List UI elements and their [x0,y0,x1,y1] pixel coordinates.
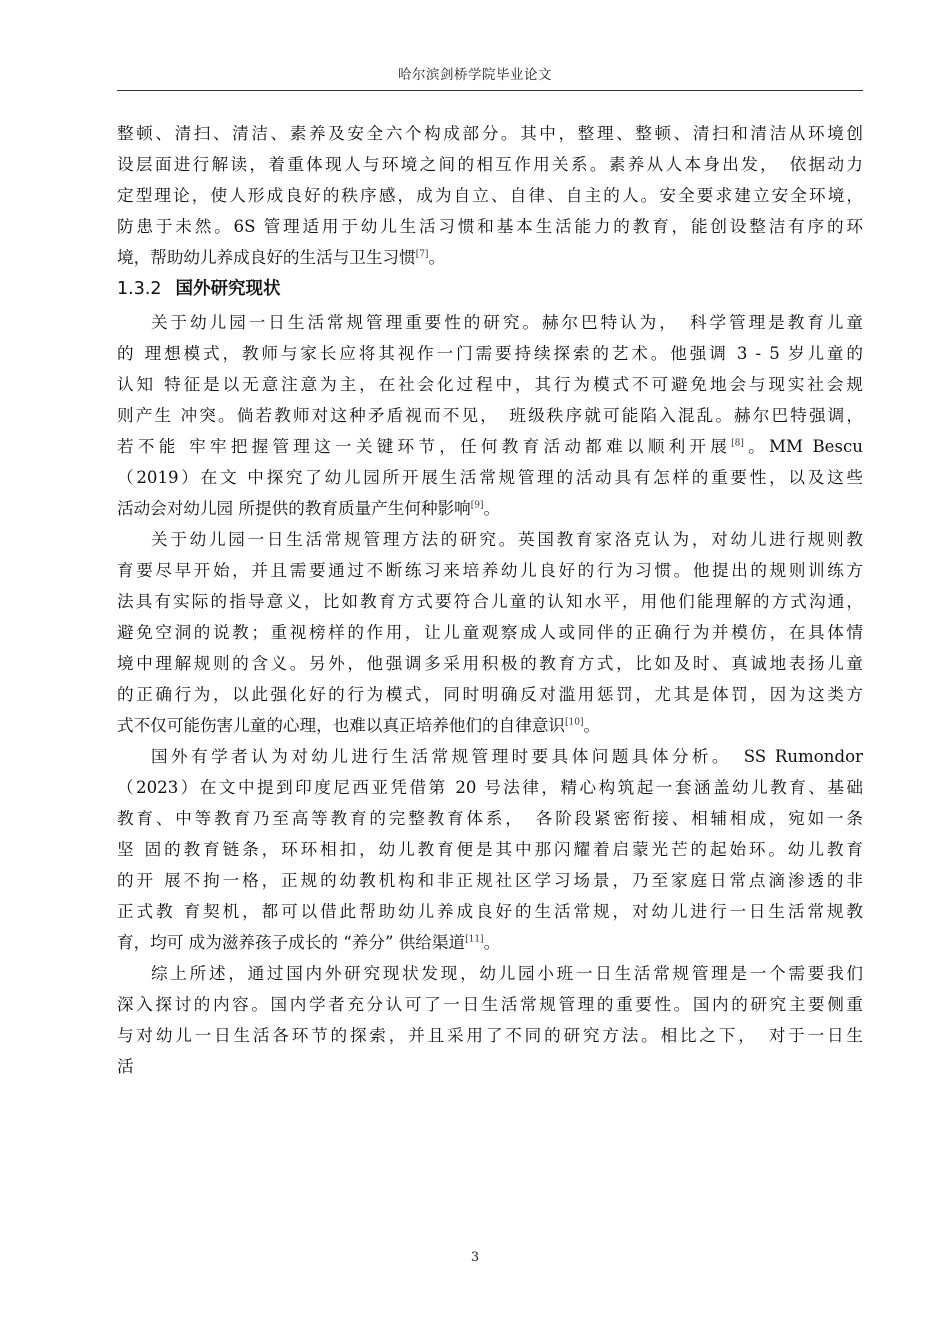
text-line: 关于幼儿园一日生活常规管理重要性的研究。赫尔巴特认为， 科学管理是教育儿童 [151,313,863,332]
text-line: 教育、中等教育乃至高等教育的完整教育体系， 各阶段紧密衔接、相辅相成，宛如一条 [117,809,863,828]
text-segment: 。 [428,248,446,267]
text-line: 关于幼儿园一日生活常规管理方法的研究。英国教育家洛克认为，对幼儿进行规则教 [151,530,863,549]
text-segment: 式不仅可能伤害儿童的心理，也难以真正培养他们的自律意识 [117,716,566,735]
text-line: 境中理解规则的含义。另外，他强调多采用积极的教育方式，比如及时、真诚地表扬儿童 [117,654,863,673]
citation-ref: [11] [465,934,484,945]
citation-ref: [7] [415,249,429,260]
text-line: 整顿、清扫、清洁、素养及安全六个构成部分。其中，整理、整顿、清扫和清洁从环境创 [117,124,863,143]
text-segment: 若不能 牢牢把握管理这一关键环节，任何教育活动都难以顺利开展 [117,437,732,456]
text-line: 综上所述，通过国内外研究现状发现，幼儿园小班一日生活常规管理是一个需要我们 [151,964,863,983]
text-line: 与对幼儿一日生活各环节的探索，并且采用了不同的研究方法。相比之下， 对于一日生 [117,1026,863,1045]
citation-ref: [10] [565,717,584,728]
text-line: 的开 展不拘一格，正规的幼教机构和非正规社区学习场景，乃至家庭日常点滴渗透的非 [117,871,863,890]
text-segment: 。 [483,933,501,952]
intro-paragraph [117,118,863,273]
citation-ref: [9] [470,500,484,511]
text-line: 则产生 冲突。倘若教师对这种矛盾视而不见， 班级秩序就可能陷入混乱。赫尔巴特强调， [117,406,863,425]
paragraph-foreign-scholars [117,741,863,958]
text-segment: 。 [583,716,601,735]
text-line: 的 理想模式，教师与家长应将其视作一门需要持续探索的艺术。他强调 3 - 5 岁儿童的 [117,344,863,363]
text-segment: 活动会对幼儿园 所提供的教育质量产生何种影响 [117,499,471,518]
text-line: 坚 固的教育链条，环环相扣，幼儿教育便是其中那闪耀着启蒙光芒的起始环。幼儿教育 [117,840,863,859]
text-line: 设层面进行解读，着重体现人与环境之间的相互作用关系。素养从人本身出发， 依据动力 [117,155,863,174]
text-line [117,493,863,524]
text-line [117,927,863,958]
text-line [117,242,863,273]
paragraph-importance [117,307,863,524]
section-heading [117,273,863,307]
document-body [117,118,863,1082]
text-segment: 。MM Bescu [743,437,863,456]
text-segment: 育，均可 成为滋养孩子成长的 “养分” 供给渠道 [117,933,466,952]
text-line: 定型理论，使人形成良好的秩序感，成为自立、自律、自主的人。安全要求建立安全环境， [117,186,863,205]
section-title: 国外研究现状 [175,279,281,299]
text-line: 活 [117,1057,134,1076]
text-line: 国外有学者认为对幼儿进行生活常规管理时要具体问题具体分析。 SS Rumondor [151,747,863,766]
text-line: 深入探讨的内容。国内学者充分认可了一日生活常规管理的重要性。国内的研究主要侧重 [117,995,863,1014]
header-divider [117,90,863,91]
text-line: （2023）在文中提到印度尼西亚凭借第 20 号法律，精心构筑起一套涵盖幼儿教育、基础 [117,778,863,797]
text-line [117,710,863,741]
text-line: 避免空洞的说教；重视榜样的作用，让儿童观察成人或同伴的正确行为并模仿，在具体情 [117,623,863,642]
text-line [117,431,863,462]
text-segment: 。 [483,499,501,518]
text-line: 的正确行为，以此强化好的行为模式，同时明确反对滥用惩罚，尤其是体罚，因为这类方 [117,685,863,704]
page-header-title: 哈尔滨剑桥学院毕业论文 [398,67,552,83]
paragraph-methods [117,524,863,741]
text-segment: 境，帮助幼儿养成良好的生活与卫生习惯 [117,248,416,267]
text-line: 正式教 育契机，都可以借此帮助幼儿养成良好的生活常规，对幼儿进行一日生活常规教 [117,902,863,921]
text-line: 认知 特征是以无意注意为主，在社会化过程中，其行为模式不可避免地会与现实社会规 [117,375,863,394]
section-number: 1.3.2 [117,279,162,299]
text-line: （2019）在文 中探究了幼儿园所开展生活常规管理的活动具有怎样的重要性，以及这些 [117,468,863,487]
paragraph-summary [117,958,863,1082]
page-number: 3 [470,1250,480,1265]
citation-ref: [8] [731,438,744,449]
text-line: 法具有实际的指导意义，比如教育方式要符合儿童的认知水平，用他们能理解的方式沟通， [117,592,863,611]
text-line: 防患于未然。6S 管理适用于幼儿生活习惯和基本生活能力的教育，能创设整洁有序的环 [117,217,863,236]
text-line: 育要尽早开始，并且需要通过不断练习来培养幼儿良好的行为习惯。他提出的规则训练方 [117,561,863,580]
